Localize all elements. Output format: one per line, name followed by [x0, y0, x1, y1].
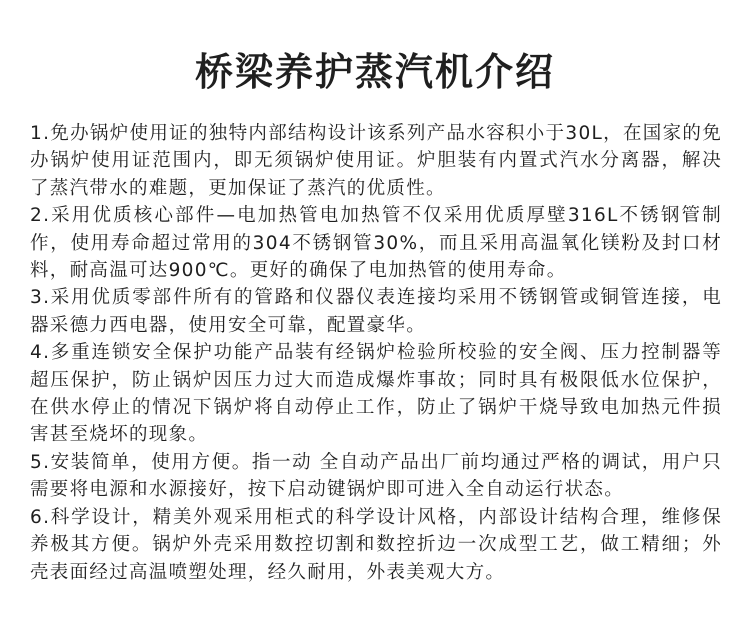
page-title: 桥梁养护蒸汽机介绍	[194, 49, 555, 94]
paragraph-6: 6.科学设计，精美外观采用柜式的科学设计风格，内部设计结构合理，维修保养极其方便。锅炉外壳采用数控切割和数控折边一次成型工艺，做工精细；外壳表面经过高温喷塑处理，经久耐用，外表美观大方。	[30, 506, 722, 583]
paragraph-2: 2.采用优质核心部件—电加热管电加热管不仅采用优质厚壁316L不锈钢管制作，使用寿命超过常用的304不锈钢管30%，而且采用高温氧化镁粉及封口材料，耐高温可达900℃。更好的确保了电加热管的使用寿命。	[30, 205, 722, 282]
paragraph-4: 4.多重连锁安全保护功能产品装有经锅炉检验所校验的安全阀、压力控制器等超压保护，防止锅炉因压力过大而造成爆炸事故；同时具有极限低水位保护，在供水停止的情况下锅炉将自动停止工作，防止了锅炉干烧导致电加热元件损害甚至烧坏的现象。	[30, 342, 722, 446]
paragraph-3: 3.采用优质零部件所有的管路和仪器仪表连接均采用不锈钢管或铜管连接，电器采德力西电器，使用安全可靠，配置豪华。	[30, 287, 722, 336]
document-body	[30, 120, 722, 586]
paragraph-1: 1.免办锅炉使用证的独特内部结构设计该系列产品水容积小于30L，在国家的免办锅炉使用证范围内，即无须锅炉使用证。炉胆装有内置式汽水分离器，解决了蒸汽带水的难题，更加保证了蒸汽的优质性。	[30, 123, 722, 199]
paragraph-5: 5.安装简单，使用方便。指一动 全自动产品出厂前均通过严格的调试，用户只需要将电源和水源接好，按下启动键锅炉即可进入全自动运行状态。	[30, 451, 722, 501]
